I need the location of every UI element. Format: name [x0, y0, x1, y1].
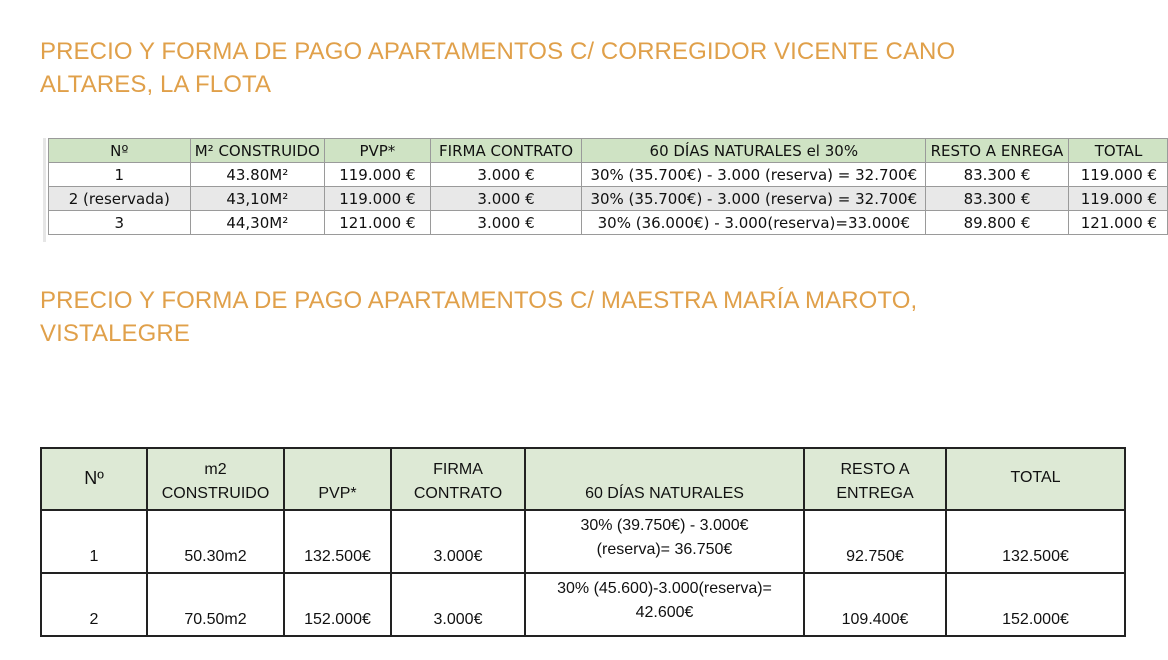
cell-m2: 70.50m2 — [147, 573, 284, 636]
header-resto-line2: ENTREGA — [836, 485, 914, 502]
cell-pvp: 152.000€ — [284, 573, 391, 636]
table-row — [41, 510, 1125, 573]
cell-m2: 43.80M² — [190, 163, 325, 187]
apartments-price-table-vistalegre — [40, 447, 1126, 637]
header-m2-construido — [147, 448, 284, 510]
header-60-dias: 60 DÍAS NATURALES el 30% — [582, 139, 926, 163]
header-no: Nº — [41, 448, 147, 510]
table-header-row — [41, 448, 1125, 510]
cell-pvp: 132.500€ — [284, 510, 391, 573]
cell-total: 119.000 € — [1068, 187, 1167, 211]
cell-m2: 43,10M² — [190, 187, 325, 211]
cell-firma: 3.000 € — [430, 163, 582, 187]
header-firma-line1: FIRMA — [433, 461, 483, 478]
cell-resto: 109.400€ — [804, 573, 946, 636]
cell-pvp: 119.000 € — [325, 163, 431, 187]
cell-resto: 83.300 € — [926, 187, 1069, 211]
cell-firma: 3.000€ — [391, 510, 525, 573]
header-pvp: PVP* — [284, 448, 391, 510]
section1-title: PRECIO Y FORMA DE PAGO APARTAMENTOS C/ CORREGIDOR VICENTE CANO ALTARES, LA FLOTA — [40, 38, 956, 98]
cell-no: 1 — [49, 163, 191, 187]
header-m2-construido: M² CONSTRUIDO — [190, 139, 325, 163]
cell-60-dias-line2: (reserva)= 36.750€ — [596, 541, 733, 558]
header-pvp: PVP* — [325, 139, 431, 163]
cell-no: 2 (reservada) — [49, 187, 191, 211]
cell-60-dias — [525, 510, 804, 573]
cell-60-dias: 30% (35.700€) - 3.000 (reserva) = 32.700€ — [582, 187, 926, 211]
table-row — [49, 211, 1168, 235]
cell-no: 2 — [41, 573, 147, 636]
header-resto-entrega — [804, 448, 946, 510]
table-row — [49, 187, 1168, 211]
section2-title: PRECIO Y FORMA DE PAGO APARTAMENTOS C/ MAESTRA MARÍA MAROTO, VISTALEGRE — [40, 287, 918, 347]
table-row — [41, 573, 1125, 636]
header-total: TOTAL — [946, 448, 1125, 510]
apartments-price-table-la-flota — [48, 138, 1168, 235]
sheet-row-gutter — [43, 138, 46, 242]
header-total: TOTAL — [1068, 139, 1167, 163]
cell-firma: 3.000 € — [430, 211, 582, 235]
cell-m2: 44,30M² — [190, 211, 325, 235]
header-60-dias: 60 DÍAS NATURALES — [525, 448, 804, 510]
cell-total: 121.000 € — [1068, 211, 1167, 235]
cell-resto: 92.750€ — [804, 510, 946, 573]
cell-pvp: 121.000 € — [325, 211, 431, 235]
cell-total: 152.000€ — [946, 573, 1125, 636]
cell-60-dias — [525, 573, 804, 636]
cell-no: 1 — [41, 510, 147, 573]
cell-firma: 3.000 € — [430, 187, 582, 211]
table-header-row — [49, 139, 1168, 163]
cell-60-dias-line2: 42.600€ — [635, 604, 694, 621]
cell-resto: 83.300 € — [926, 163, 1069, 187]
cell-60-dias: 30% (35.700€) - 3.000 (reserva) = 32.700€ — [582, 163, 926, 187]
cell-60-dias-line1: 30% (39.750€) - 3.000€ — [580, 517, 749, 534]
header-firma-line2: CONTRATO — [413, 485, 503, 502]
cell-60-dias-line1: 30% (45.600)-3.000(reserva)= — [557, 580, 772, 597]
header-firma-contrato — [391, 448, 525, 510]
header-m2-line2: CONSTRUIDO — [161, 485, 270, 502]
cell-total: 132.500€ — [946, 510, 1125, 573]
cell-no: 3 — [49, 211, 191, 235]
cell-firma: 3.000€ — [391, 573, 525, 636]
header-no: Nº — [49, 139, 191, 163]
cell-pvp: 119.000 € — [325, 187, 431, 211]
header-m2-line1: m2 — [204, 461, 227, 478]
cell-m2: 50.30m2 — [147, 510, 284, 573]
cell-total: 119.000 € — [1068, 163, 1167, 187]
cell-60-dias: 30% (36.000€) - 3.000(reserva)=33.000€ — [582, 211, 926, 235]
header-resto-line1: RESTO A — [840, 461, 910, 478]
table-row — [49, 163, 1168, 187]
cell-resto: 89.800 € — [926, 211, 1069, 235]
header-resto-entrega: RESTO A ENREGA — [926, 139, 1069, 163]
header-firma-contrato: FIRMA CONTRATO — [430, 139, 582, 163]
